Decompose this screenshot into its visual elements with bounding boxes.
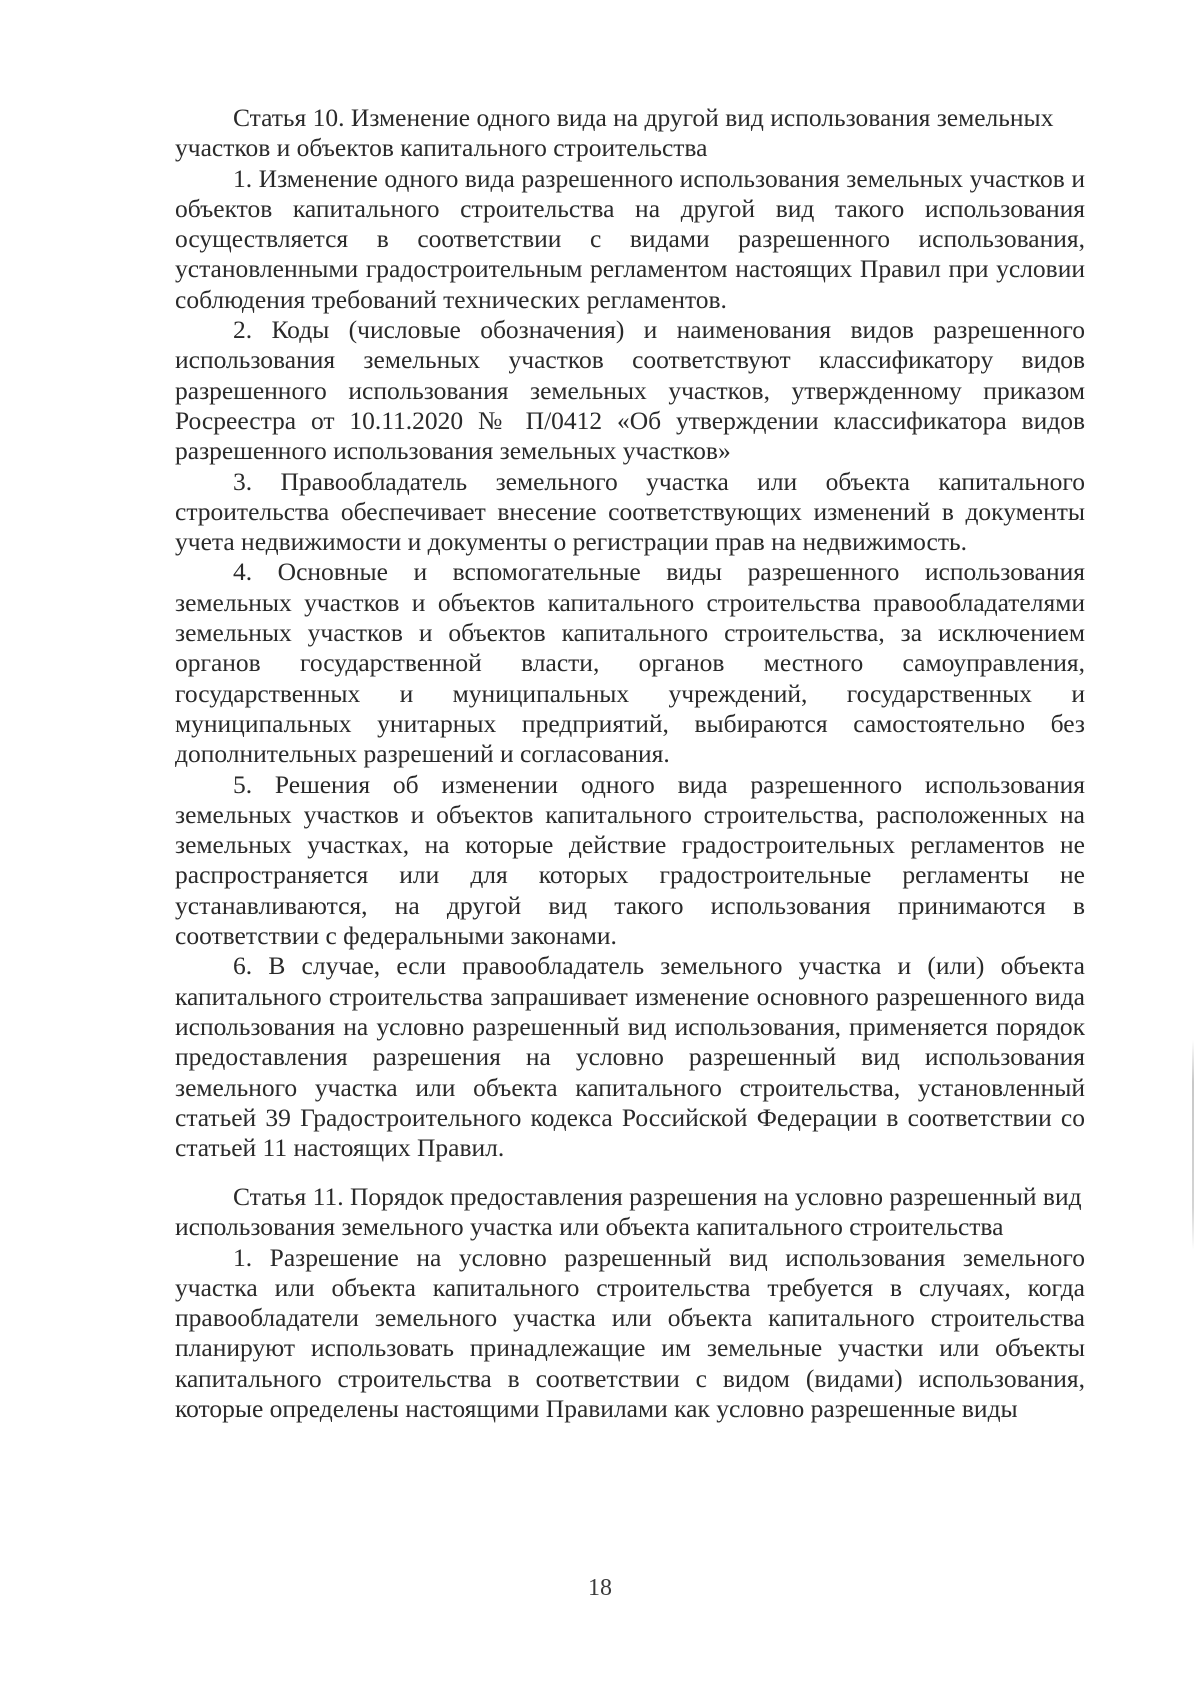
page-number: 18	[588, 1575, 612, 1601]
article-10-section	[175, 103, 1085, 1163]
article-10-paragraph-1: 1. Изменение одного вида разрешенного использования земельных участков и объектов капитального строительства на другой вид такого использования осуществляется в соответствии с видами разрешенного использования, установленными градостроительным регламентом настоящих Правил при условии соблюдения требований технических регламентов.	[175, 163, 1085, 314]
article-10-paragraph-5: 5. Решения об изменении одного вида разрешенного использования земельных участков и объектов капитального строительства, расположенных на земельных участках, на которые действие градостроительных регламентов не распространяется или для которых градостроительные регламенты не устанавливаются, на другой вид такого использования принимаются в соответствии с федеральными законами.	[175, 769, 1085, 951]
article-10-paragraph-4: 4. Основные и вспомогательные виды разрешенного использования земельных участков и объектов капитального строительства правообладателями земельных участков и объектов капитального строительства, за исключением органов государственной власти, органов местного самоуправления, государственных и муниципальных учреждений, государственных и муниципальных унитарных предприятий, выбираются самостоятельно без дополнительных разрешений и согласования.	[175, 557, 1085, 769]
article-11-heading: Статья 11. Порядок предоставления разрешения на условно разрешенный вид использования земельного участка или объекта капитального строительства	[175, 1182, 1082, 1242]
article-10-paragraph-6: 6. В случае, если правообладатель земельного участка и (или) объекта капитального строительства запрашивает изменение основного разрешенного вида использования на условно разрешенный вид использования, применяется порядок предоставления разрешения на условно разрешенный вид использования земельного участка или объекта капитального строительства, установленный статьей 39 Градостроительного кодекса Российской Федерации в соответствии со статьей 11 настоящих Правил.	[175, 951, 1085, 1163]
scan-edge-shadow	[1192, 1040, 1194, 1250]
article-11-section	[175, 1182, 1085, 1424]
article-11-paragraph-1: 1. Разрешение на условно разрешенный вид использования земельного участка или объекта капитального строительства требуется в случаях, когда правообладатели земельного участка или объекта капитального строительства планируют использовать принадлежащие им земельные участки или объекты капитального строительства в соответствии с видом (видами) использования, которые определены настоящими Правилами как условно разрешенные виды	[175, 1242, 1085, 1424]
article-10-paragraph-3: 3. Правообладатель земельного участка или объекта капитального строительства обеспечивает внесение соответствующих изменений в документы учета недвижимости и документы о регистрации прав на недвижимость.	[175, 466, 1085, 557]
article-10-paragraph-2: 2. Коды (числовые обозначения) и наименования видов разрешенного использования земельных участков соответствуют классификатору видов разрешенного использования земельных участков, утвержденному приказом Росреестра от 10.11.2020 № П/0412 «Об утверждении классификатора видов разрешенного использования земельных участков»	[175, 315, 1085, 466]
article-10-heading: Статья 10. Изменение одного вида на другой вид использования земельных участков и объектов капитального строительства	[175, 103, 1054, 163]
